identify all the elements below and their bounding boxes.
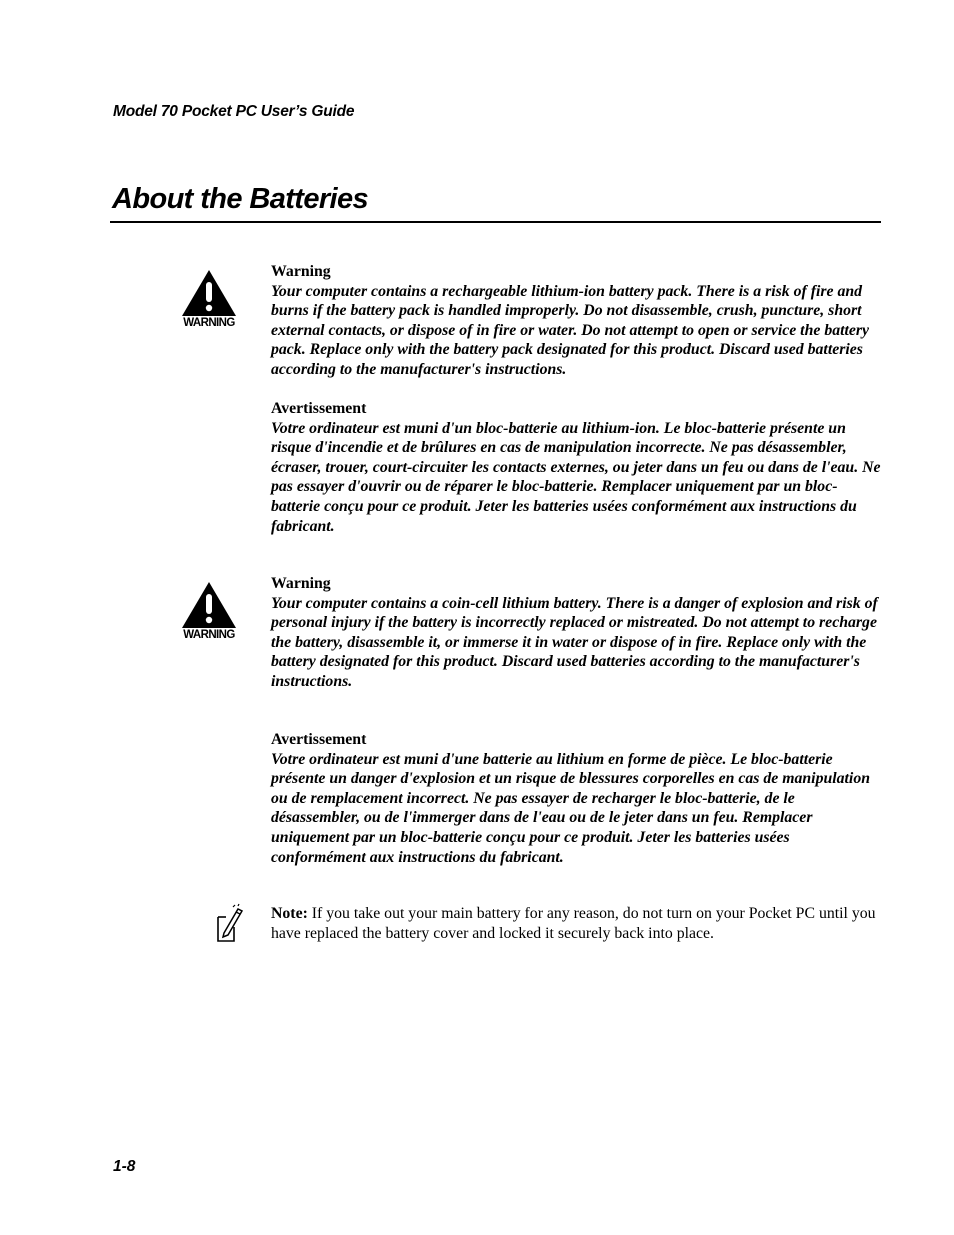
note-pencil-icon — [214, 903, 244, 945]
warning-heading: Warning — [271, 575, 331, 592]
warning-triangle-icon — [178, 580, 242, 640]
avertissement-block — [271, 399, 883, 536]
page-title: About the Batteries — [112, 183, 369, 215]
page-number: 1-8 — [113, 1158, 136, 1175]
warning-text: Your computer contains a rechargeable lithium-ion battery pack. There is a risk of fire and burns if the battery pack is handled improperly. Do not disassemble, crush, puncture, short external contacts, or dispose of in fire or water. Do not attempt to open or service the battery pack. Replace only with the battery pack designated for this product. Discard used batteries according to the manufacturer's instructions. — [271, 282, 870, 378]
warning-icon-label: WARNING — [183, 629, 235, 640]
warning-triangle-icon — [178, 268, 242, 328]
avertissement-text: Votre ordinateur est muni d'une batterie au lithium en forme de pièce. Le bloc-batterie présente un danger d'explosion et un risque de blessures corporelles en cas de manipulation ou de remplacement incorrect. Ne pas essayer de recharger le bloc-batterie, de le désassembler, ou de l'immerger dans de l'eau ou de le jeter dans un feu. Remplacer uniquement par un bloc-batterie conçu pour ce produit. Jeter les batteries usées conformément aux instructions du fabricant. — [271, 750, 871, 866]
warning-heading: Warning — [271, 263, 331, 280]
title-rule — [110, 221, 881, 223]
warning-block — [271, 574, 883, 692]
warning-icon-label: WARNING — [183, 317, 235, 328]
note-text: If you take out your main battery for any reason, do not turn on your Pocket PC until you have replaced the battery cover and locked it securely back into place. — [271, 905, 876, 942]
running-header: Model 70 Pocket PC User’s Guide — [113, 103, 355, 120]
avertissement-heading: Avertissement — [271, 400, 367, 417]
avertissement-block — [271, 730, 883, 867]
warning-text: Your computer contains a coin-cell lithium battery. There is a danger of explosion and risk of personal injury if the battery is incorrectly replaced or mistreated. Do not attempt to recharge the battery, disassemble it, or immerse it in water or dispose of in fire. Replace only with the battery designated for this product. Discard used batteries according to the manufacturer's instructions. — [271, 594, 878, 690]
warning-block — [271, 262, 883, 380]
note-block — [271, 904, 883, 944]
note-label: Note: — [271, 905, 308, 922]
avertissement-text: Votre ordinateur est muni d'un bloc-batterie au lithium-ion. Le bloc-batterie présente un risque d'incendie et de brûlures en cas de manipulation incorrecte. Ne pas désassembler, écraser, trouer, court-circuiter les contacts externes, ou jeter dans un feu ou dans de l'eau. Ne pas essayer d'ouvrir ou de réparer le bloc-batterie. Remplacer uniquement par un bloc-batterie conçu pour ce produit. Jeter les batteries usées conformément aux instructions du fabricant. — [271, 419, 881, 535]
avertissement-heading: Avertissement — [271, 731, 367, 748]
